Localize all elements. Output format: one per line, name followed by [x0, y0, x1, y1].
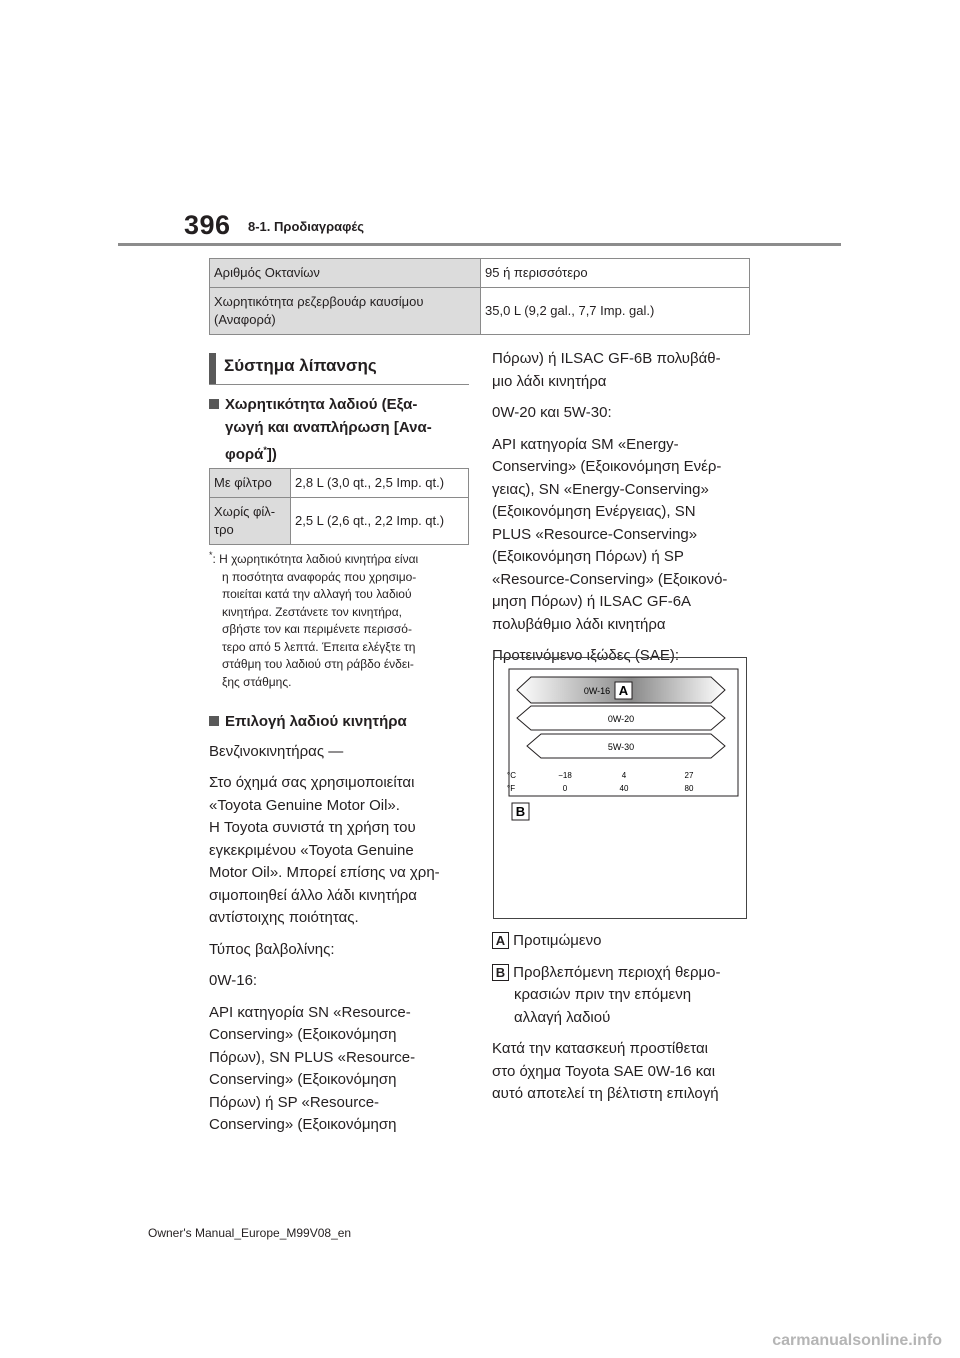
- body-line: (Εξοικονόμηση Πόρων) ή SP: [492, 548, 684, 565]
- body-line: Βενζινοκινητήρας —: [209, 742, 344, 760]
- legend-marker-a: A: [492, 932, 509, 949]
- grade-label-5w30: 5W-30: [607, 742, 635, 752]
- oil-selection-heading-text: Επιλογή λαδιού κινητήρα: [225, 713, 407, 730]
- legend-marker-b: B: [492, 964, 509, 981]
- footnote-line: η ποσότητα αναφοράς που χρησιμο-: [222, 569, 417, 584]
- footnote-line: ποιείται κατά την αλλαγή του λαδιού: [222, 587, 412, 601]
- body-line: στο όχημα Toyota SAE 0W-16 και: [492, 1062, 716, 1080]
- body-line: Τύπος βαλβολίνης:: [209, 940, 335, 958]
- body-line: API κατηγορία SN «Resource-: [209, 1003, 411, 1021]
- table-row: [210, 288, 750, 335]
- page-number: 396: [184, 210, 231, 240]
- viscosity-diagram-svg: [494, 658, 746, 918]
- oil-selection-heading: [209, 711, 471, 734]
- table-cell: Αριθμός Οκτανίων: [210, 259, 481, 288]
- legend-text-b: κρασιών πριν την επόμενη: [514, 986, 692, 1003]
- legend-text-b: Προβλεπόμενη περιοχή θερμο-: [513, 963, 721, 981]
- legend-item-a: [492, 930, 754, 953]
- body-line: PLUS «Resource-Conserving»: [492, 525, 698, 543]
- chart-marker-a-label: A: [618, 683, 629, 698]
- tick-f-3: 80: [684, 784, 694, 793]
- tick-c-2: 4: [621, 771, 627, 780]
- body-line: Στο όχημά σας χρησιμοποιείται: [209, 774, 415, 791]
- table-cell: 2,5 L (2,6 qt., 2,2 Imp. qt.): [291, 498, 469, 545]
- capacity-heading: [209, 393, 471, 466]
- table-row: [210, 259, 750, 288]
- body-line: «Toyota Genuine Motor Oil».: [209, 796, 400, 814]
- body-line: αυτό αποτελεί τη βέλτιστη επιλογή: [492, 1085, 719, 1102]
- capacity-heading-line3: φορά: [225, 446, 264, 463]
- body-line: Conserving» (Εξοικονόμηση: [209, 1116, 397, 1133]
- body-line: (Εξοικονόμηση Ενέργειας), SN: [492, 503, 696, 520]
- body-line: μιο λάδι κινητήρα: [492, 372, 607, 390]
- tick-f-1: 0: [562, 784, 568, 793]
- body-line: Πόρων) ή ILSAC GF-6B πολυβάθ-: [492, 350, 721, 367]
- fuel-spec-table: [209, 258, 750, 335]
- body-line: API κατηγορία SM «Energy-: [492, 435, 679, 453]
- body-line: πολυβάθμιο λάδι κινητήρα: [492, 615, 666, 633]
- table-cell: Χωρίς φίλ-τρο: [210, 498, 291, 545]
- tick-c-3: 27: [684, 771, 694, 780]
- tick-f-2: 40: [619, 784, 629, 793]
- section-header-title: Σύστημα λίπανσης: [224, 356, 377, 375]
- body-line: Conserving» (Εξοικονόμηση Ενέρ-: [492, 458, 722, 475]
- body-line: Κατά την κατασκευή προστίθεται: [492, 1040, 708, 1057]
- section-header-lubrication: [209, 353, 469, 385]
- square-bullet-icon: [209, 399, 219, 409]
- footnote-line: τερο από 5 λεπτά. Έπειτα ελέγξτε τη: [222, 639, 416, 654]
- viscosity-diagram: [493, 657, 747, 919]
- body-line: 0W-20 και 5W-30:: [492, 404, 612, 421]
- header-rule: [118, 243, 841, 246]
- grade-label-0w20: 0W-20: [607, 714, 635, 724]
- diagram-legend: [492, 930, 754, 1106]
- watermark: carmanualsonline.info: [772, 1332, 942, 1349]
- tick-c-1: −18: [558, 771, 572, 780]
- body-line: Προτεινόμενο ιξώδες (SAE):: [492, 647, 679, 664]
- legend-text-a: Προτιμώμενο: [513, 932, 602, 949]
- body-line: αντίστοιχης ποιότητας.: [209, 909, 359, 926]
- legend-item-b: [492, 962, 754, 985]
- section-header-bar: [209, 353, 216, 384]
- capacity-heading-line1: Χωρητικότητα λαδιού (Εξα-: [225, 396, 418, 413]
- chart-marker-b-label: B: [515, 804, 526, 819]
- table-cell: Χωρητικότητα ρεζερβουάρ καυσίμου (Αναφορά): [210, 288, 481, 335]
- body-line: γειας), SN «Energy-Conserving»: [492, 480, 709, 498]
- footnote-line: : Η χωρητικότητα λαδιού κινητήρα είναι: [212, 552, 419, 566]
- oil-selection-section: [209, 711, 471, 1137]
- body-line: μηση Πόρων) ή ILSAC GF-6A: [492, 593, 692, 610]
- unit-fahrenheit: °F: [507, 784, 516, 793]
- right-column: [492, 348, 754, 668]
- table-cell: 35,0 L (9,2 gal., 7,7 Imp. gal.): [481, 288, 750, 335]
- footnote-marker: *: [209, 550, 213, 560]
- capacity-heading-line2: γωγή και αναπλήρωση [Ανα-: [225, 419, 432, 436]
- capacity-footnote: [209, 547, 474, 691]
- table-cell: 95 ή περισσότερο: [481, 259, 750, 288]
- footnote-marker: *: [263, 445, 267, 455]
- legend-text-b: αλλαγή λαδιού: [514, 1008, 611, 1026]
- body-line: «Resource-Conserving» (Εξοικονό-: [492, 570, 728, 588]
- body-line: Motor Oil». Μπορεί επίσης να χρη-: [209, 864, 440, 881]
- left-column: [209, 393, 471, 466]
- page-footer: Owner's Manual_Europe_M99V08_en: [148, 1226, 352, 1240]
- body-line: Conserving» (Εξοικονόμηση: [209, 1026, 397, 1043]
- capacity-heading-end: ]): [266, 446, 277, 463]
- square-bullet-icon: [209, 716, 219, 726]
- body-line: Πόρων), SN PLUS «Resource-: [209, 1048, 416, 1066]
- body-line: Η Toyota συνιστά τη χρήση του: [209, 819, 416, 836]
- grade-label-0w16: 0W-16: [583, 686, 611, 696]
- footnote-line: ξης στάθμης.: [222, 674, 292, 689]
- table-cell: Με φίλτρο: [210, 469, 291, 498]
- body-line: 0W-16:: [209, 972, 258, 989]
- body-line: σιμοποιηθεί άλλο λάδι κινητήρα: [209, 886, 417, 904]
- oil-capacity-table: [209, 468, 469, 545]
- footnote-line: κινητήρα. Ζεστάνετε τον κινητήρα,: [222, 604, 402, 619]
- table-row: [210, 469, 469, 498]
- footnote-line: στάθμη του λαδιού στη ράβδο ένδει-: [222, 657, 414, 671]
- body-line: Πόρων) ή SP «Resource-: [209, 1093, 380, 1111]
- body-line: εγκεκριμένου «Toyota Genuine: [209, 841, 414, 859]
- table-cell: 2,8 L (3,0 qt., 2,5 Imp. qt.): [291, 469, 469, 498]
- table-row: [210, 498, 469, 545]
- unit-celsius: °C: [507, 771, 516, 780]
- section-title: 8-1. Προδιαγραφές: [248, 219, 365, 234]
- footnote-line: σβήστε τον και περιμένετε περισσό-: [222, 622, 412, 636]
- body-line: Conserving» (Εξοικονόμηση: [209, 1071, 397, 1088]
